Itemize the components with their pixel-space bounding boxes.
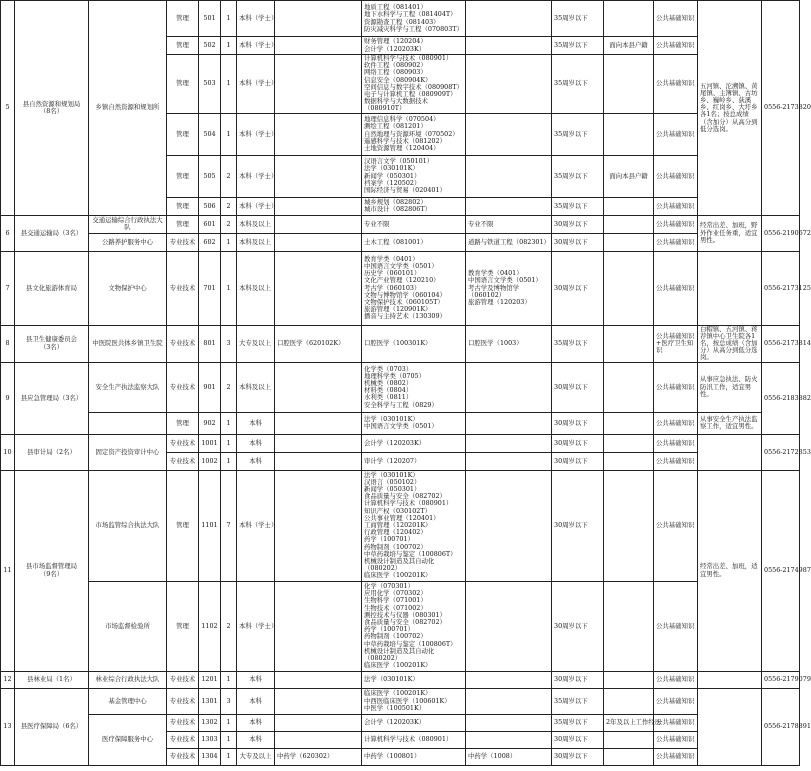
exam-subject: 公共基础知识 [654,714,698,731]
position-type: 管理 [167,470,199,581]
major-postgrad [466,714,552,731]
other-requirement [604,731,654,748]
exam-subject: 公共基础知识 [654,155,698,197]
exam-subject: 公共基础知识 [654,362,698,412]
other-requirement [604,113,654,155]
age-limit: 35周岁以下 [552,197,604,215]
exam-subject: 公共基础知识 [654,748,698,765]
table-row [1,470,800,581]
position-type: 管理 [167,1,199,37]
position-type: 管理 [167,412,199,434]
other-requirement: 2年及以上工作经历 [604,714,654,731]
age-limit: 35周岁以下 [552,155,604,197]
position-code: 1201 [199,671,221,688]
phone-number: 0556-2183882 [762,362,800,434]
position-type: 专业技术 [167,452,199,470]
table-row [1,325,800,362]
table-row [1,581,800,671]
position-code: 801 [199,325,221,362]
major-undergrad: 会计学（120203K） [362,434,466,452]
phone-number: 0556-2173125 [762,251,800,325]
major-junior [275,251,362,325]
education: 本科（学士） [237,37,275,55]
major-postgrad [466,1,552,37]
major-junior [275,215,362,233]
table-row [1,671,800,688]
unit-cell: 中医院医共体乡镇卫生院 [89,325,167,362]
remarks [698,671,762,688]
position-code: 502 [199,37,221,55]
unit-cell: 市场监管综合执法大队 [89,470,167,581]
unit-cell: 固定资产投资审计中心 [89,434,167,470]
department-cell: 县市场监督管理局 （9名） [15,470,89,671]
exam-subject: 公共基础知识 [654,251,698,325]
exam-subject: 公共基础知识 [654,452,698,470]
major-postgrad [466,688,552,714]
age-limit: 35周岁以下 [552,325,604,362]
major-undergrad: 法学（030101K） 汉语言（050102） 新闻学（050301） 食品质量与安全（082702） 计算机科学与技术（080901） 知识产权（030102T） 公共事业管理（120401） 工商管理（120201K） 行政管理（120402） 药学（100701） 药物制剂（100702） 中草药栽培与鉴定（100806T） 机械设计制造及其自动化（080202） 临床医学（100201K） [362,470,466,581]
headcount: 2 [221,362,237,412]
department-cell: 县交通运输局（3名） [15,215,89,251]
major-postgrad [466,470,552,581]
education: 本科（学士） [237,1,275,37]
phone-number: 0556-2173814 [762,325,800,362]
table-row [1,215,800,233]
major-junior [275,37,362,55]
position-type: 专业技术 [167,434,199,452]
serial-number: 13 [1,688,15,765]
position-code: 504 [199,113,221,155]
department-cell: 县自然资源和规划局 （8名） [15,1,89,216]
remarks: 从事应急执法、防火防汛工作，适宜男性。 [698,362,762,412]
exam-subject: 公共基础知识 [654,55,698,114]
headcount: 2 [221,155,237,197]
headcount: 1 [221,748,237,765]
position-type: 专业技术 [167,362,199,412]
position-code: 1102 [199,581,221,671]
position-code: 1302 [199,714,221,731]
major-junior [275,688,362,714]
unit-cell: 文物保护中心 [89,251,167,325]
remarks: 经常出差、加班，适宜男性。 [698,470,762,671]
other-requirement [604,688,654,714]
other-requirement [604,1,654,37]
position-type: 专业技术 [167,748,199,765]
unit-cell: 安全生产执法监察大队 [89,362,167,412]
major-postgrad [466,55,552,114]
unit-cell: 交通运输综合行政执法大队 [89,215,167,233]
major-postgrad [466,155,552,197]
unit-cell: 市场监督检验所 [89,581,167,671]
age-limit: 35周岁以下 [552,688,604,714]
other-requirement [604,671,654,688]
table-row [1,233,800,251]
age-limit: 30周岁以下 [552,470,604,581]
major-junior [275,412,362,434]
phone-number: 0556-2172353 [762,434,800,470]
major-undergrad: 会计学（120203K） [362,714,466,731]
age-limit: 30周岁以下 [552,434,604,452]
age-limit: 30周岁以下 [552,215,604,233]
other-requirement [604,452,654,470]
phone-number: 0556-2178891 [762,688,800,765]
age-limit: 30周岁以下 [552,412,604,434]
major-postgrad: 专业不限 [466,215,552,233]
age-limit: 30周岁以下 [552,748,604,765]
position-code: 503 [199,55,221,114]
exam-subject: 公共基础知识 [654,113,698,155]
education: 本科 [237,688,275,714]
age-limit: 30周岁以下 [552,251,604,325]
position-type: 专业技术 [167,714,199,731]
phone-number: 0556-2174987 [762,470,800,671]
position-type: 专业技术 [167,731,199,748]
remarks [698,688,762,765]
major-postgrad: 口腔医学（1003） [466,325,552,362]
headcount: 1 [221,452,237,470]
headcount: 2 [221,197,237,215]
education: 本科（学士） [237,155,275,197]
major-postgrad: 道路与铁道工程（082301） [466,233,552,251]
major-undergrad: 城乡规划（082802） 城市设计（082806T） [362,197,466,215]
position-code: 601 [199,215,221,233]
age-limit: 30周岁以下 [552,362,604,412]
age-limit: 35周岁以下 [552,37,604,55]
education: 大专及以上 [237,748,275,765]
age-limit: 35周岁以下 [552,113,604,155]
education: 本科（学士） [237,113,275,155]
position-code: 902 [199,412,221,434]
major-junior [275,155,362,197]
exam-subject: 公共基础知识 [654,412,698,434]
position-type: 管理 [167,37,199,55]
major-postgrad [466,197,552,215]
position-code: 1101 [199,470,221,581]
major-junior: 口腔医学（620102K） [275,325,362,362]
education: 本科及以上 [237,251,275,325]
major-junior [275,1,362,37]
other-requirement [604,325,654,362]
education: 本科 [237,452,275,470]
department-cell: 县审计局（2名） [15,434,89,470]
exam-subject: 公共基础知识 [654,581,698,671]
major-postgrad [466,671,552,688]
position-type: 管理 [167,155,199,197]
exam-subject: 公共基础知识+医疗卫生知识 [654,325,698,362]
exam-subject: 公共基础知识 [654,233,698,251]
headcount: 1 [221,671,237,688]
major-junior [275,55,362,114]
major-undergrad: 化学类（0703） 地理科学类（0705） 机械类（0802） 材料类（0804） 水利类（0811） 安全科学与工程（0829） [362,362,466,412]
major-postgrad [466,37,552,55]
department-cell: 县应急管理局（3名） [15,362,89,434]
position-type: 专业技术 [167,325,199,362]
exam-subject: 公共基础知识 [654,688,698,714]
position-code: 901 [199,362,221,412]
phone-number: 0556-2173820 [762,1,800,216]
position-type: 管理 [167,581,199,671]
department-cell: 县医疗保障局（6名） [15,688,89,765]
major-junior: 中药学（620302） [275,748,362,765]
position-code: 1002 [199,452,221,470]
major-undergrad: 计算机科学与技术（080901） 软件工程（080902） 网络工程（080903） 信息安全（080904K） 空间信息与数字技术（080908T） 电子与计算机工程（080909T） 数据科学与大数据技术（080910T） [362,55,466,114]
education: 本科及以上 [237,215,275,233]
major-postgrad [466,581,552,671]
serial-number: 6 [1,215,15,251]
major-postgrad [466,452,552,470]
other-requirement [604,55,654,114]
major-undergrad: 财务管理（120204） 会计学（120203K） [362,37,466,55]
table-row [1,362,800,412]
serial-number: 5 [1,1,15,216]
age-limit: 30周岁以下 [552,233,604,251]
position-type: 专业技术 [167,688,199,714]
department-cell: 县文化旅游体育局 [15,251,89,325]
position-code: 1303 [199,731,221,748]
age-limit: 30周岁以下 [552,731,604,748]
table-row [1,412,800,434]
major-junior [275,452,362,470]
exam-subject: 公共基础知识 [654,470,698,581]
exam-subject: 公共基础知识 [654,215,698,233]
unit-cell: 基金管理中心 [89,688,167,714]
table-row [1,251,800,325]
serial-number: 10 [1,434,15,470]
headcount: 1 [221,55,237,114]
exam-subject: 公共基础知识 [654,197,698,215]
education: 大专及以上 [237,325,275,362]
position-code: 1304 [199,748,221,765]
table-row [1,1,800,37]
age-limit: 30周岁以下 [552,671,604,688]
position-type: 专业技术 [167,671,199,688]
education: 本科 [237,671,275,688]
age-limit: 35周岁以下 [552,714,604,731]
headcount: 1 [221,714,237,731]
other-requirement [604,581,654,671]
unit-cell: 公路养护服务中心 [89,233,167,251]
headcount: 3 [221,325,237,362]
exam-subject: 公共基础知识 [654,434,698,452]
education: 本科及以上 [237,233,275,251]
position-type: 管理 [167,113,199,155]
headcount: 1 [221,731,237,748]
unit-cell: 医疗保障服务中心 [89,714,167,765]
remarks [698,251,762,325]
headcount: 1 [221,251,237,325]
headcount: 1 [221,412,237,434]
table-row [1,688,800,714]
position-code: 506 [199,197,221,215]
major-undergrad: 审计学（120207） [362,452,466,470]
major-undergrad: 专业不限 [362,215,466,233]
serial-number: 11 [1,470,15,671]
exam-subject: 公共基础知识 [654,731,698,748]
exam-subject: 公共基础知识 [654,1,698,37]
department-cell: 县卫生健康委员会 （3名） [15,325,89,362]
education: 本科及以上 [237,362,275,412]
serial-number: 9 [1,362,15,434]
education: 本科 [237,434,275,452]
major-undergrad: 计算机科学与技术（080901） [362,731,466,748]
serial-number: 12 [1,671,15,688]
major-junior [275,362,362,412]
remarks: 五河镇、沱溯镇、黄尾镇、主簿镇、古坊乡、巍岭乡、荻溪乡、红岗乡、大圩乡各1名；按总成绩（含加分）从高分到低分选岗。 [698,1,762,216]
position-type: 专业技术 [167,251,199,325]
other-requirement [604,412,654,434]
position-code: 505 [199,155,221,197]
remarks: 从事安全生产执法监察工作，适宜男性。 [698,412,762,434]
education: 本科 [237,714,275,731]
remarks: 经常出差、加班，野外作业任务重，适宜男性。 [698,215,762,251]
position-code: 701 [199,251,221,325]
age-limit: 30周岁以下 [552,581,604,671]
education: 本科（学士） [237,55,275,114]
headcount: 1 [221,37,237,55]
major-undergrad: 法学（030101K） [362,671,466,688]
major-undergrad: 地质工程（081401） 地下水科学与工程（081404T） 资源勘查工程（081403） 防灾减灾科学与工程（070803T） [362,1,466,37]
major-postgrad [466,731,552,748]
other-requirement: 面向本县户籍 [604,155,654,197]
headcount: 1 [221,434,237,452]
major-junior [275,470,362,581]
other-requirement [604,197,654,215]
other-requirement [604,434,654,452]
education: 本科（学士） [237,470,275,581]
other-requirement [604,215,654,233]
major-junior [275,113,362,155]
other-requirement [604,233,654,251]
major-junior [275,233,362,251]
major-undergrad: 法学（030101K） 中国语言文学类（0501） [362,412,466,434]
major-undergrad: 口腔医学（100301K） [362,325,466,362]
major-postgrad [466,412,552,434]
serial-number: 7 [1,251,15,325]
major-undergrad: 汉语言文学（050101） 法学（030101K） 新闻学（050301） 档案学（120502） 国际经济与贸易（020401） [362,155,466,197]
other-requirement [604,251,654,325]
headcount: 1 [221,1,237,37]
position-type: 管理 [167,55,199,114]
exam-subject: 公共基础知识 [654,37,698,55]
position-type: 管理 [167,197,199,215]
position-code: 1301 [199,688,221,714]
other-requirement: 面向本县户籍 [604,37,654,55]
major-junior [275,671,362,688]
major-junior [275,434,362,452]
other-requirement [604,362,654,412]
major-junior [275,714,362,731]
major-junior [275,731,362,748]
age-limit: 30周岁以下 [552,452,604,470]
position-code: 602 [199,233,221,251]
position-type: 专业技术 [167,233,199,251]
phone-number: 0556-2179079 [762,671,800,688]
education: 本科 [237,731,275,748]
headcount: 3 [221,688,237,714]
major-undergrad: 土木工程（081001） [362,233,466,251]
major-postgrad: 中药学（1008） [466,748,552,765]
unit-cell [89,412,167,434]
department-cell: 县林业局（1名） [15,671,89,688]
major-undergrad: 地理信息科学（070504） 测绘工程（081201） 自然地理与资源环境（070502） 遥感科学与技术（081202） 土地资源管理（120404） [362,113,466,155]
other-requirement [604,748,654,765]
position-type: 管理 [167,215,199,233]
major-undergrad: 临床医学（100201K） 中西医临床医学（100601K） 中医学（100501K） [362,688,466,714]
headcount: 7 [221,470,237,581]
remarks [698,434,762,470]
education: 本科（学士） [237,581,275,671]
major-undergrad: 教育学类（0401） 中国语言文学类（0501） 历史学（060101） 文化产业管理（120210） 考古学（060103） 文物与博物馆学（060104） 文物保护技术（060105T） 旅游管理（120901K） 播音与主持艺术（130309） [362,251,466,325]
serial-number: 8 [1,325,15,362]
major-junior [275,197,362,215]
major-postgrad [466,362,552,412]
position-code: 501 [199,1,221,37]
table-row [1,434,800,452]
exam-subject: 公共基础知识 [654,671,698,688]
education: 本科（学士） [237,197,275,215]
education: 本科 [237,412,275,434]
position-code: 1001 [199,434,221,452]
unit-cell: 乡镇自然资源和规划所 [89,1,167,216]
major-undergrad: 中药学（100801） [362,748,466,765]
remarks: 白帽镇、五河镇、蒋荐镇中心卫生院各1名，按总成绩（含加分）从高分到低分选岗。 [698,325,762,362]
headcount: 1 [221,113,237,155]
headcount: 2 [221,581,237,671]
major-postgrad: 教育学类（0401） 中国语言文学类（0501） 考古学及博物馆学（060102） 旅游管理（120203） [466,251,552,325]
major-junior [275,581,362,671]
unit-cell: 林业综合行政执法大队 [89,671,167,688]
other-requirement [604,470,654,581]
major-postgrad [466,113,552,155]
major-postgrad [466,434,552,452]
table-row [1,714,800,731]
major-undergrad: 化学（070301） 应用化学（070302） 生物科学（071001） 生物技术（071002） 测控技术与仪器（080301） 食品质量与安全（082702） 药学（100701） 药物制剂（100702） 中草药栽培与鉴定（100806T） 机械设计制造及其自动化（080202） 临床医学（100201K） [362,581,466,671]
phone-number: 0556-2190672 [762,215,800,251]
headcount: 2 [221,215,237,233]
age-limit: 35周岁以下 [552,55,604,114]
headcount: 1 [221,233,237,251]
age-limit: 35周岁以下 [552,1,604,37]
